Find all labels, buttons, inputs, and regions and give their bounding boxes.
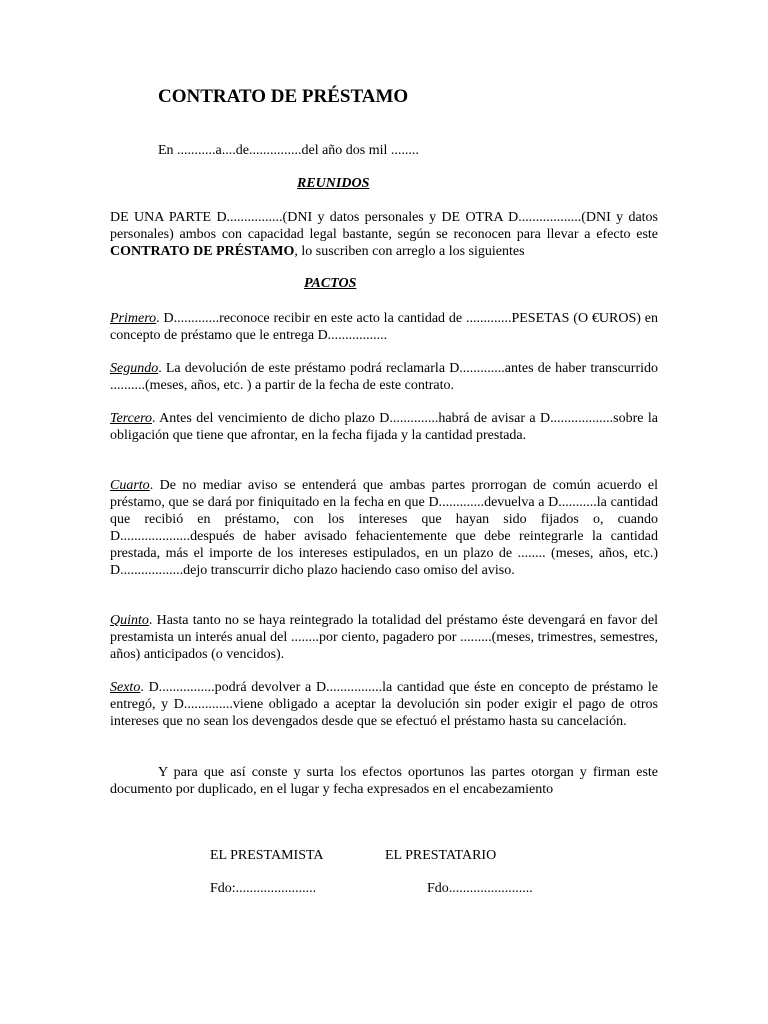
reunidos-text-2: , lo suscriben con arreglo a los siguientes [294, 244, 525, 259]
clause-text: . De no mediar aviso se entenderá que ambas partes prorrogan de común acuerdo el préstamo, que se dará por finiquitado en la fecha en que D.............devuelva a D...........la cantidad que recibió en préstamo, con los intereses que hayan sido fijados o, cuando D....................después de haber avisado fehacientemente que debe reintegrarle la cantidad prestada, más el importe de los intereses estipulados, en un plazo de ........ (meses, años, etc.) D..................dejo transcurrir dicho plazo haciendo caso omiso del aviso. [110, 478, 658, 578]
clause-quinto [110, 612, 658, 663]
clause-text: . Hasta tanto no se haya reintegrado la totalidad del préstamo éste devengará en favor del prestamista un interés anual del ........por ciento, pagadero por .........(meses, trimestres, semestres, años) anticipados (o vencidos). [110, 613, 658, 662]
clause-cuarto [110, 477, 658, 579]
prestatario-signature-line: Fdo........................ [427, 881, 533, 896]
clause-text: . Antes del vencimiento de dicho plazo D..............habrá de avisar a D..................sobre la obligación que tiene que afrontar, en la fecha fijada y la cantidad prestada. [110, 411, 658, 443]
reunidos-heading: REUNIDOS [297, 176, 370, 191]
clause-label: Segundo [110, 361, 159, 376]
pactos-heading: PACTOS [304, 276, 357, 291]
clause-tercero [110, 410, 658, 444]
clause-primero [110, 310, 658, 344]
clause-text: . La devolución de este préstamo podrá reclamarla D.............antes de haber transcurrido ..........(meses, años, etc. ) a partir de la fecha de este contrato. [110, 361, 658, 393]
clause-label: Cuarto [110, 478, 150, 493]
clause-segundo [110, 360, 658, 394]
reunidos-paragraph [110, 209, 658, 260]
prestamista-label: EL PRESTAMISTA [210, 848, 324, 863]
clause-label: Tercero [110, 411, 152, 426]
clause-sexto [110, 679, 658, 730]
clause-label: Sexto [110, 680, 141, 695]
reunidos-contract-name: CONTRATO DE PRÉSTAMO [110, 244, 295, 259]
clause-label: Quinto [110, 613, 149, 628]
clause-text: . D.............reconoce recibir en este acto la cantidad de .............PESETAS (O €UROS) en concepto de préstamo que le entrega D................. [110, 311, 658, 343]
date-line: En ...........a....de...............del año dos mil ........ [158, 143, 419, 158]
document-title: CONTRATO DE PRÉSTAMO [158, 86, 409, 107]
clause-label: Primero [110, 311, 157, 326]
prestatario-label: EL PRESTATARIO [385, 848, 497, 863]
prestamista-signature-line: Fdo:....................... [210, 881, 317, 896]
closing-paragraph: Y para que así conste y surta los efectos oportunos las partes otorgan y firman este documento por duplicado, en el lugar y fecha expresados en el encabezamiento [110, 765, 658, 797]
reunidos-text-1: DE UNA PARTE D................(DNI y datos personales y DE OTRA D..................(DNI y datos personales) ambos con capacidad legal bastante, según se reconocen para llevar a efecto este [110, 210, 658, 242]
clause-text: . D................podrá devolver a D................la cantidad que éste en concepto de préstamo le entregó, y D..............viene obligado a aceptar la devolución sin poder exigir el pago de otros intereses que no sean los devengados desde que se efectuó el préstamo hasta su cancelación. [110, 680, 658, 729]
